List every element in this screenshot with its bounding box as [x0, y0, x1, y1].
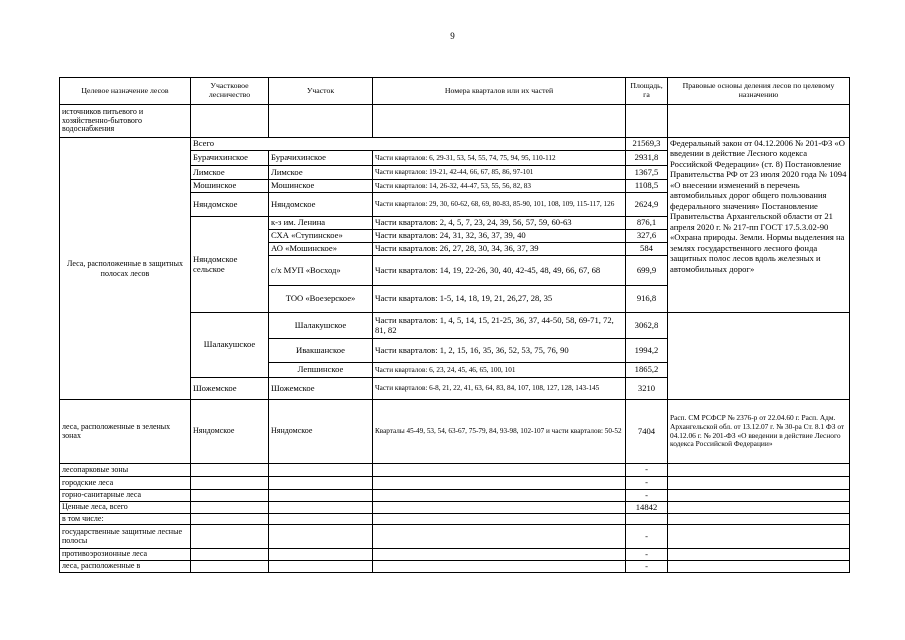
table-row: леса, расположенные в зеленых зонах Няндомское Няндомское Кварталы 45-49, 53, 54, 63-67, 75-79, 84, 93-98, 102-107 и части кварталов: 50-52 7404 Расп. СМ РСФСР № 2376-р от 22.04.60 г. Расп. Адм. Архангельской обл. от 13.12.07 г. № 30-ра Ст. 8.1 ФЗ от 04.12.06 г. № 201-ФЗ «О введении в действие Лесного кодекса Российской Федерации» [60, 400, 850, 464]
green-legal: Расп. СМ РСФСР № 2376-р от 22.04.60 г. Расп. Адм. Архангельской обл. от 13.12.07 г. № 30-ра Ст. 8.1 ФЗ от 04.12.06 г. № 201-ФЗ «О введении в действие Лесного кодекса Российской Федерации» [668, 400, 850, 464]
rural-forestry: Няндомское сельское [191, 217, 269, 313]
green-purpose: леса, расположенные в зеленых зонах [60, 400, 191, 464]
table-row: с/х МУП «Восход» Части кварталов: 14, 19, 22-26, 30, 40, 42-45, 48, 49, 66, 67, 68 699,9 [60, 256, 850, 286]
table-row [60, 105, 850, 138]
header-section: Участок [269, 78, 373, 105]
table-row: АО «Мошинское» Части кварталов: 26, 27, 28, 30, 34, 36, 37, 39 584 [60, 243, 850, 256]
water-supply-label: источников питьевого и хозяйственно-бытового водоснабжения [60, 105, 191, 138]
table-row [60, 138, 850, 151]
header-quarters: Номера кварталов или их частей [373, 78, 626, 105]
page-number: 9 [450, 31, 455, 41]
table-row: Няндомское Няндомское Части кварталов: 29, 30, 60-62, 68, 69, 80-83, 85-90, 101, 108, 109, 115-117, 126 2624,9 [60, 193, 850, 217]
table-row: в том числе: [60, 514, 850, 525]
table-row: Няндомское сельское к-з им. Ленина Части кварталов: 2, 4, 5, 7, 23, 24, 39, 56, 57, 59, 60-63 876,1 [60, 217, 850, 230]
header-purpose: Целевое назначение лесов [60, 78, 191, 105]
table-row: СХА «Ступинское» Части кварталов: 24, 31, 32, 36, 37, 39, 40 327,6 [60, 230, 850, 243]
table-row: Лепшинское Части кварталов: 6, 23, 24, 45, 46, 65, 100, 101 1865,2 [60, 363, 850, 378]
table-row: лесопарковые зоны - [60, 464, 850, 477]
shal-forestry: Шалакушское [191, 313, 269, 378]
header-row [60, 78, 850, 105]
forest-purpose-table [59, 77, 850, 573]
table-row: городские леса - [60, 477, 850, 490]
table-row: Ценные леса, всего 14842 [60, 502, 850, 514]
table-row: противоэрозионные леса - [60, 549, 850, 561]
table-row: ТОО «Воезерское» Части кварталов: 1-5, 14, 18, 19, 21, 26,27, 28, 35 916,8 [60, 286, 850, 313]
table-row: государственные защитные лесные полосы - [60, 525, 850, 549]
table-row: Ивакшанское Части кварталов: 1, 2, 15, 16, 35, 36, 52, 53, 75, 76, 90 1994,2 [60, 339, 850, 363]
protective-legal: Федеральный закон от 04.12.2006 № 201-ФЗ «О введении в действие Лесного кодекса Российской Федерации» (ст. 8) Постановление Правительства РФ от 23 июля 2020 года № 1094 «О внесении изменений в перечень автомобильных дорог общего пользования федерального значения» Постановление Правительства Архангельской области от 21 апреля 2020 г. № 217-пп ГОСТ 17.5.3.02-90 «Охрана природы. Земли. Нормы выделения на землях государственного лесного фонда защитных полос лесов вдоль железных и автомобильных дорог» [668, 138, 850, 313]
table-row: Шожемское Шожемское Части кварталов: 6-8, 21, 22, 41, 63, 64, 83, 84, 107, 108, 127, 128, 143-145 3210 [60, 378, 850, 400]
table-row: Шалакушское Шалакушское Части кварталов: 1, 4, 5, 14, 15, 21-25, 36, 37, 44-50, 58, 69-71, 72, 81, 82 3062,8 [60, 313, 850, 339]
header-district-forestry: Участковое лесничество [191, 78, 269, 105]
header-legal: Правовые основы деления лесов по целевому назначению [668, 78, 850, 105]
header-area: Площадь, га [626, 78, 668, 105]
protective-purpose: Леса, расположенные в защитных полосах лесов [60, 138, 191, 400]
table-row: горно-санитарные леса - [60, 490, 850, 502]
table-row: леса, расположенные в - [60, 561, 850, 573]
table-row: Мошинское Мошинское Части кварталов: 14, 26-32, 44-47, 53, 55, 56, 82, 83 1108,5 [60, 180, 850, 193]
total-area: 21569,3 [626, 138, 668, 151]
table-row: Лимское Лимское Части кварталов: 19-21, 42-44, 66, 67, 85, 86, 97-101 1367,5 [60, 166, 850, 180]
total-label: Всего [191, 138, 626, 151]
table-row: Бурачихинское Бурачихинское Части кварталов: 6, 29-31, 53, 54, 55, 74, 75, 94, 95, 110-112 2931,8 [60, 151, 850, 166]
